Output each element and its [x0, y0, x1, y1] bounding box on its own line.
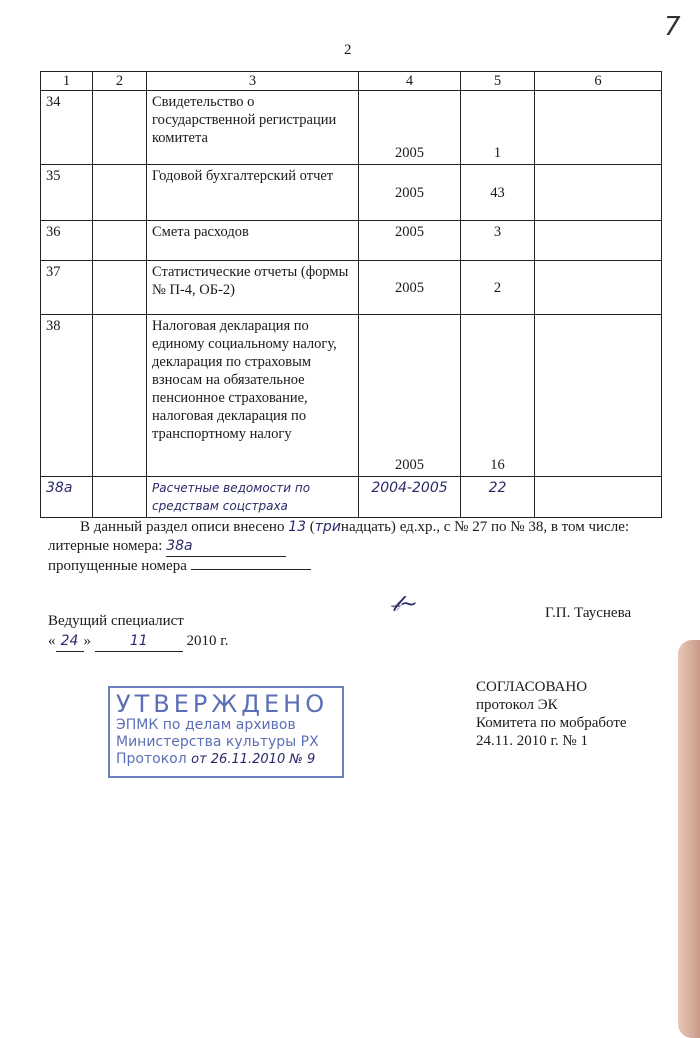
header-cell: 1 — [41, 72, 93, 91]
specialist-role: Ведущий специалист — [48, 613, 184, 629]
row-note — [535, 315, 662, 477]
date-month: 11 — [95, 631, 183, 652]
row-year: 2005 — [359, 91, 461, 165]
row-number: 38 — [41, 315, 93, 477]
stamp-line: Министерства культуры РХ — [116, 734, 319, 750]
approval-line: Комитета по мобработе — [476, 715, 627, 731]
stamp-line: ЭПМК по делам архивов — [116, 717, 296, 733]
table-row — [41, 315, 662, 477]
signature-icon: 𝓁̶~ — [392, 592, 418, 617]
stamp-line — [116, 751, 336, 768]
row-title: Смета расходов — [147, 221, 359, 261]
row-year: 2005 — [359, 165, 461, 221]
summary-block — [48, 518, 658, 576]
row-title: Годовой бухгалтерский отчет — [147, 165, 359, 221]
row-col2 — [93, 91, 147, 165]
table-header-row — [41, 72, 662, 91]
missing-numbers-label: пропущенные номера — [48, 558, 187, 574]
row-count: 16 — [461, 315, 535, 477]
page-number: 2 — [344, 42, 352, 58]
row-count: 22 — [461, 477, 535, 518]
row-number: 37 — [41, 261, 93, 315]
date-year: 2010 г. — [186, 633, 229, 649]
finger-edge-image — [678, 640, 700, 1038]
header-cell: 6 — [535, 72, 662, 91]
specialist-block — [48, 611, 228, 652]
row-col2 — [93, 477, 147, 518]
row-count: 3 — [461, 221, 535, 261]
row-number: 35 — [41, 165, 93, 221]
row-note — [535, 165, 662, 221]
approval-line: СОГЛАСОВАНО — [476, 679, 588, 695]
row-number: 34 — [41, 91, 93, 165]
table-row-handwritten — [41, 477, 662, 518]
row-col2 — [93, 221, 147, 261]
row-year: 2005 — [359, 261, 461, 315]
table-row — [41, 221, 662, 261]
row-title: Свидетельство о государственной регистрации комитета — [147, 91, 359, 165]
approval-line: протокол ЭК — [476, 697, 558, 713]
row-count: 43 — [461, 165, 535, 221]
letter-numbers-line — [48, 537, 658, 557]
row-note — [535, 221, 662, 261]
row-count: 2 — [461, 261, 535, 315]
approval-stamp — [108, 686, 344, 778]
summary-text-before: В данный раздел описи внесено — [80, 519, 285, 535]
row-title: Налоговая декларация по единому социальному налогу, декларация по страховым взносам на обязательное пенсионное страхование, налоговая декларация по транспортному налогу — [147, 315, 359, 477]
inventory-table — [40, 71, 662, 518]
summary-count-words: три — [314, 519, 341, 535]
approval-line: 24.11. 2010 г. № 1 — [476, 733, 588, 749]
summary-text-after: ед.хр., с № 27 по № 38, в том числе: — [399, 519, 630, 535]
date-day: 24 — [56, 631, 84, 652]
summary-count: 13 — [288, 519, 307, 535]
row-title: Расчетные ведомости по средствам соцстраха — [147, 477, 359, 518]
row-number: 36 — [41, 221, 93, 261]
archive-sheet-mark: 7 — [664, 12, 681, 42]
specialist-name: Г.П. Тауснева — [545, 605, 632, 621]
row-col2 — [93, 165, 147, 221]
row-year: 2004-2005 — [359, 477, 461, 518]
row-col2 — [93, 315, 147, 477]
row-note — [535, 91, 662, 165]
row-year: 2005 — [359, 221, 461, 261]
stamp-protocol-label: Протокол — [116, 751, 187, 767]
row-note — [535, 261, 662, 315]
stamp-title: УТВЕРЖДЕНО — [116, 690, 329, 718]
row-count: 1 — [461, 91, 535, 165]
missing-numbers-line — [48, 557, 658, 576]
approval-block — [476, 678, 627, 750]
header-cell: 2 — [93, 72, 147, 91]
letter-numbers-value: 38а — [166, 537, 286, 557]
row-year: 2005 — [359, 315, 461, 477]
row-col2 — [93, 261, 147, 315]
header-cell: 5 — [461, 72, 535, 91]
table-row — [41, 165, 662, 221]
row-title: Статистические отчеты (формы № П-4, ОБ-2) — [147, 261, 359, 315]
summary-count-suffix: надцать) — [340, 519, 396, 535]
table-row — [41, 261, 662, 315]
missing-numbers-value — [191, 569, 311, 570]
row-note — [535, 477, 662, 518]
header-cell: 3 — [147, 72, 359, 91]
letter-numbers-label: литерные номера: — [48, 538, 163, 554]
summary-line: В данный раздел описи внесено 13 (тринадцать) ед.хр., с № 27 по № 38, в том числе: — [48, 518, 658, 537]
table-row — [41, 91, 662, 165]
header-cell: 4 — [359, 72, 461, 91]
row-number: 38а — [41, 477, 93, 518]
stamp-protocol-hand: от 26.11.2010 № 9 — [191, 752, 316, 767]
specialist-date: « 24 » 11 2010 г. — [48, 631, 228, 652]
